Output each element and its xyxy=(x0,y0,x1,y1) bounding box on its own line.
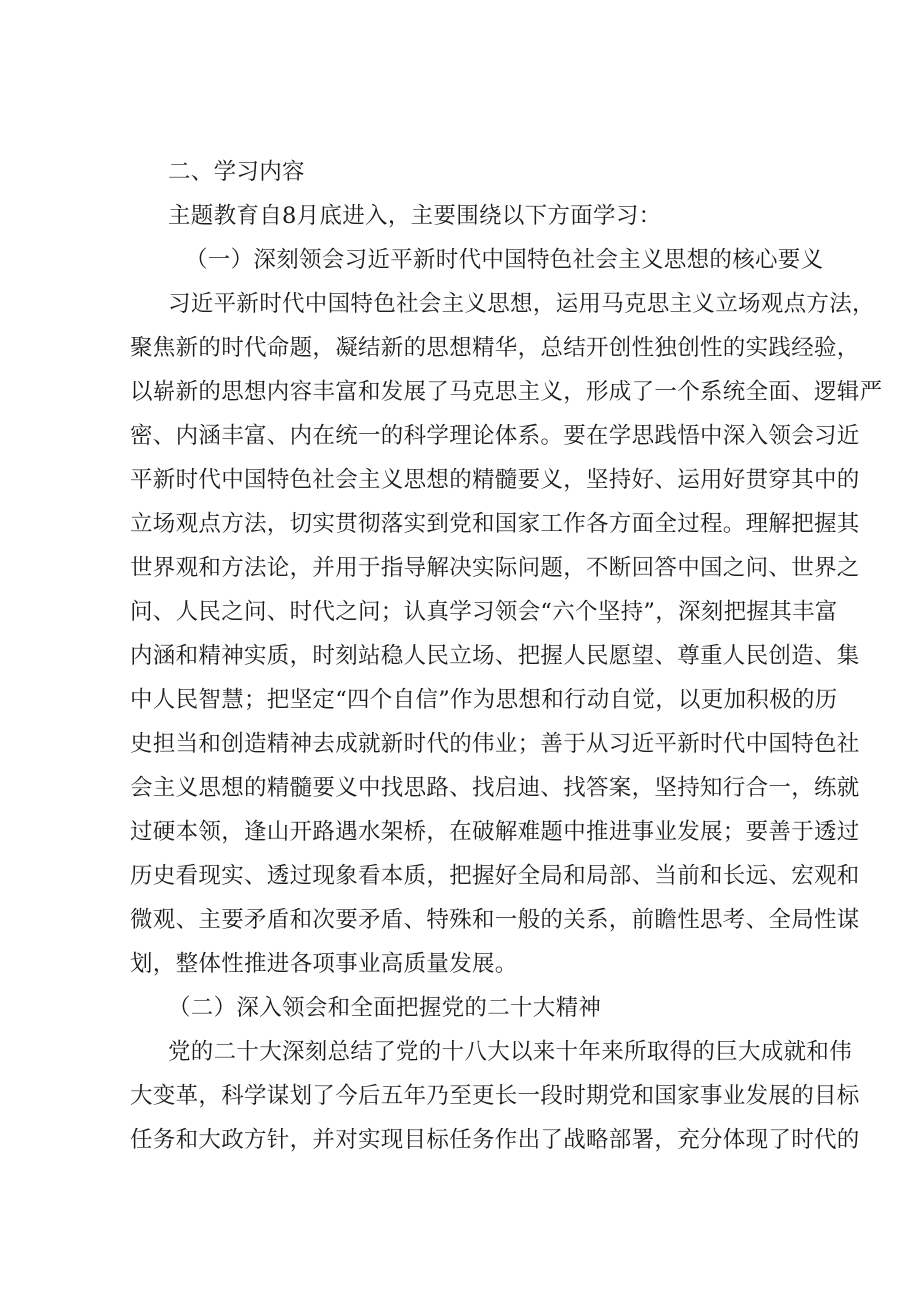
paragraph-line: 习近平新时代中国特色社会主义思想，运用马克思主义立场观点方法， xyxy=(168,291,875,317)
paragraph-line: 平新时代中国特色社会主义思想的精髓要义，坚持好、运用好贯穿其中的 xyxy=(130,467,860,493)
paragraph-line: 会主义思想的精髓要义中找思路、找启迪、找答案，坚持知行合一，练就 xyxy=(130,775,860,801)
paragraph-line: 过硬本领，逢山开路遇水架桥，在破解难题中推进事业发展；要善于透过 xyxy=(130,819,860,845)
paragraph-line: 密、内涵丰富、内在统一的科学理论体系。要在学思践悟中深入领会习近 xyxy=(130,423,860,449)
paragraph-line: 立场观点方法，切实贯彻落实到党和国家工作各方面全过程。理解把握其 xyxy=(130,511,860,537)
paragraph-line: 划，整体性推进各项事业高质量发展。 xyxy=(130,951,518,977)
paragraph-line: 世界观和方法论，并用于指导解决实际问题，不断回答中国之问、世界之 xyxy=(130,555,860,581)
paragraph-line: 内涵和精神实质，时刻站稳人民立场、把握人民愿望、尊重人民创造、集 xyxy=(130,643,860,669)
paragraph-line: 任务和大政方针，并对实现目标任务作出了战略部署，充分体现了时代的 xyxy=(130,1127,860,1153)
paragraph-line: 以崭新的思想内容丰富和发展了马克思主义，形成了一个系统全面、逻辑严 xyxy=(130,379,883,405)
paragraph-line: 党的二十大深刻总结了党的十八大以来十年来所取得的巨大成就和伟 xyxy=(168,1039,853,1065)
intro-paragraph: 主题教育自8月底进入，主要围绕以下方面学习： xyxy=(168,203,662,229)
subheading-2: （二）深入领会和全面把握党的二十大精神 xyxy=(168,995,602,1021)
paragraph-line: 大变革，科学谋划了今后五年乃至更长一段时期党和国家事业发展的目标 xyxy=(130,1083,860,1109)
paragraph-line: 问、人民之问、时代之问；认真学习领会“六个坚持”，深刻把握其丰富 xyxy=(130,599,838,625)
subheading-1: （一）深刻领会习近平新时代中国特色社会主义思想的核心要义 xyxy=(185,247,824,273)
paragraph-line: 历史看现实、透过现象看本质，把握好全局和局部、当前和长远、宏观和 xyxy=(130,863,860,889)
section-title: 二、学习内容 xyxy=(168,159,305,185)
paragraph-line: 聚焦新的时代命题，凝结新的思想精华，总结开创性独创性的实践经验， xyxy=(130,335,860,361)
paragraph-line: 微观、主要矛盾和次要矛盾、特殊和一般的关系，前瞻性思考、全局性谋 xyxy=(130,907,860,933)
paragraph-line: 中人民智慧；把坚定“四个自信”作为思想和行动自觉，以更加积极的历 xyxy=(130,687,838,713)
paragraph-line: 史担当和创造精神去成就新时代的伟业；善于从习近平新时代中国特色社 xyxy=(130,731,860,757)
